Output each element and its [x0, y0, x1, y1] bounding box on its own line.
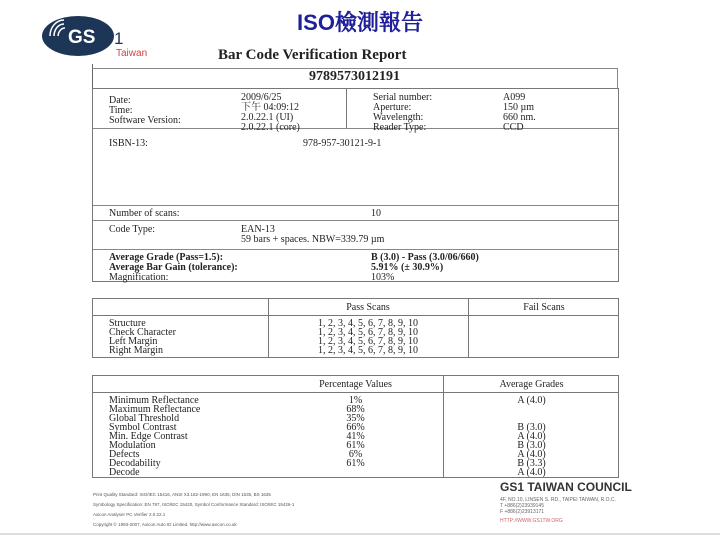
- row-value: [268, 468, 443, 477]
- magnification-value: 103%: [371, 272, 395, 283]
- council-url[interactable]: HTTP://WWW.GS1TW.ORG: [500, 518, 563, 524]
- software-label: Software Version:: [109, 115, 181, 126]
- footer-line: Print Quality Standard: ISO/IEC 15416, ANSI X3.182-1990, EN 1635, DIN 1635, BS 1635: [93, 492, 271, 497]
- row-label: Maximum Reflectance: [109, 404, 201, 415]
- info-table: [92, 88, 619, 282]
- logo-subtitle: Taiwan: [116, 48, 148, 59]
- grade-value: B (3.0) - Pass (3.0/06/660): [371, 252, 479, 263]
- row-label: Check Character: [109, 327, 176, 338]
- date-label: Date:: [109, 95, 131, 106]
- svg-text:1: 1: [114, 29, 124, 48]
- row-label: Defects: [109, 449, 140, 460]
- row-value: [468, 319, 620, 328]
- isbn-label: ISBN-13:: [109, 138, 148, 149]
- gain-label: Average Bar Gain (tolerance):: [109, 262, 238, 273]
- row-value: A (4.0): [517, 449, 546, 460]
- row-value: B (3.0): [517, 440, 546, 451]
- software-core: 2.0.22.1 (core): [241, 122, 300, 133]
- software-ui: 2.0.22.1 (UI): [241, 112, 294, 123]
- percentage-table: [92, 375, 619, 478]
- row-label: Global Threshold: [109, 413, 180, 424]
- row-value: 68%: [346, 404, 365, 415]
- wavelength-label: Wavelength:: [373, 112, 424, 123]
- row-value: [468, 346, 620, 355]
- council-fax: F +886(2)23913171: [500, 509, 545, 515]
- row-label: Structure: [109, 318, 146, 329]
- row-value: A (4.0): [517, 395, 546, 406]
- gs1-logo: [40, 14, 170, 64]
- header-grades: Average Grades: [499, 379, 564, 390]
- row-label: Decodability: [109, 458, 161, 469]
- footer-notes: [93, 490, 294, 530]
- row-value: 35%: [346, 413, 365, 424]
- row-value: 6%: [348, 449, 363, 460]
- footer-line: Copyright © 1993-2007, Axicon Auto ID Limited. http://www.axicon.co.uk: [93, 522, 237, 527]
- barcode-number: 9789573012191: [92, 68, 618, 88]
- reader-value: CCD: [503, 122, 524, 133]
- row-value: [468, 328, 620, 337]
- row-value: 1, 2, 3, 4, 5, 6, 7, 8, 9, 10: [318, 336, 418, 347]
- reader-label: Reader Type:: [373, 122, 427, 133]
- report-title: Bar Code Verification Report: [218, 47, 407, 63]
- row-value: A (4.0): [517, 431, 546, 442]
- magnification-label: Magnification:: [109, 272, 169, 283]
- row-value: 41%: [346, 431, 365, 442]
- time-label: Time:: [109, 105, 133, 116]
- row-value: A (4.0): [517, 467, 546, 478]
- row-value: B (3.3): [517, 458, 546, 469]
- svg-text:GS: GS: [68, 27, 96, 48]
- scans-value: 10: [371, 208, 381, 219]
- gain-value: 5.91% (± 30.9%): [371, 262, 444, 273]
- footer-line: Symbology Specification: EN 797, ISO/IEC 15420, Symbol Conformance Standard: ISO/IEC 15426-1: [93, 502, 295, 507]
- header-pass-scans: Pass Scans: [346, 302, 390, 313]
- footer-line: Axicon Analyser PC Verifier 2.0.22.1: [93, 512, 166, 517]
- row-label: Min. Edge Contrast: [109, 431, 188, 442]
- divider: [0, 533, 720, 535]
- grade-label: Average Grade (Pass=1.5):: [109, 252, 224, 263]
- row-value: B (3.0): [517, 422, 546, 433]
- row-label: Modulation: [109, 440, 156, 451]
- row-label: Left Margin: [109, 336, 158, 347]
- aperture-value: 150 µm: [503, 102, 535, 113]
- date-value: 2009/6/25: [241, 92, 282, 103]
- row-value: 1, 2, 3, 4, 5, 6, 7, 8, 9, 10: [318, 318, 418, 329]
- wavelength-value: 660 nm.: [503, 112, 536, 123]
- row-value: 61%: [346, 440, 365, 451]
- row-label: Symbol Contrast: [109, 422, 177, 433]
- row-label: Minimum Reflectance: [109, 395, 199, 406]
- row-value: [468, 337, 620, 346]
- row-value: 1, 2, 3, 4, 5, 6, 7, 8, 9, 10: [318, 327, 418, 338]
- row-label: Right Margin: [109, 345, 163, 356]
- row-value: 1, 2, 3, 4, 5, 6, 7, 8, 9, 10: [318, 345, 418, 356]
- code-type-value: EAN-13: [241, 224, 275, 235]
- council-name: GS1 TAIWAN COUNCIL: [500, 480, 632, 494]
- row-value: 1%: [348, 395, 363, 406]
- time-value: 下午 04:09:12: [241, 102, 300, 113]
- row-value: 61%: [346, 458, 365, 469]
- header-percentage: Percentage Values: [319, 379, 392, 390]
- row-value: 66%: [346, 422, 365, 433]
- council-contact: [500, 497, 616, 515]
- serial-label: Serial number:: [373, 92, 433, 103]
- code-type-label: Code Type:: [109, 224, 156, 235]
- aperture-label: Aperture:: [373, 102, 412, 113]
- slide-title: ISO檢測報告: [297, 10, 423, 35]
- code-bars-value: 59 bars + spaces. NBW=339.79 µm: [241, 234, 385, 245]
- council-address: 4F, NO.10, LINSEN S. RD., TAIPEI TAIWAN, R.O.C.: [500, 497, 616, 503]
- scans-table: [92, 298, 619, 358]
- row-value: [443, 405, 620, 414]
- row-label: Decode: [109, 467, 140, 478]
- council-tel: T +886(2)23939145: [500, 503, 544, 509]
- serial-value: A099: [503, 92, 526, 103]
- isbn-value: 978-957-30121-9-1: [303, 138, 382, 149]
- header-fail-scans: Fail Scans: [523, 302, 565, 313]
- scans-label: Number of scans:: [109, 208, 180, 219]
